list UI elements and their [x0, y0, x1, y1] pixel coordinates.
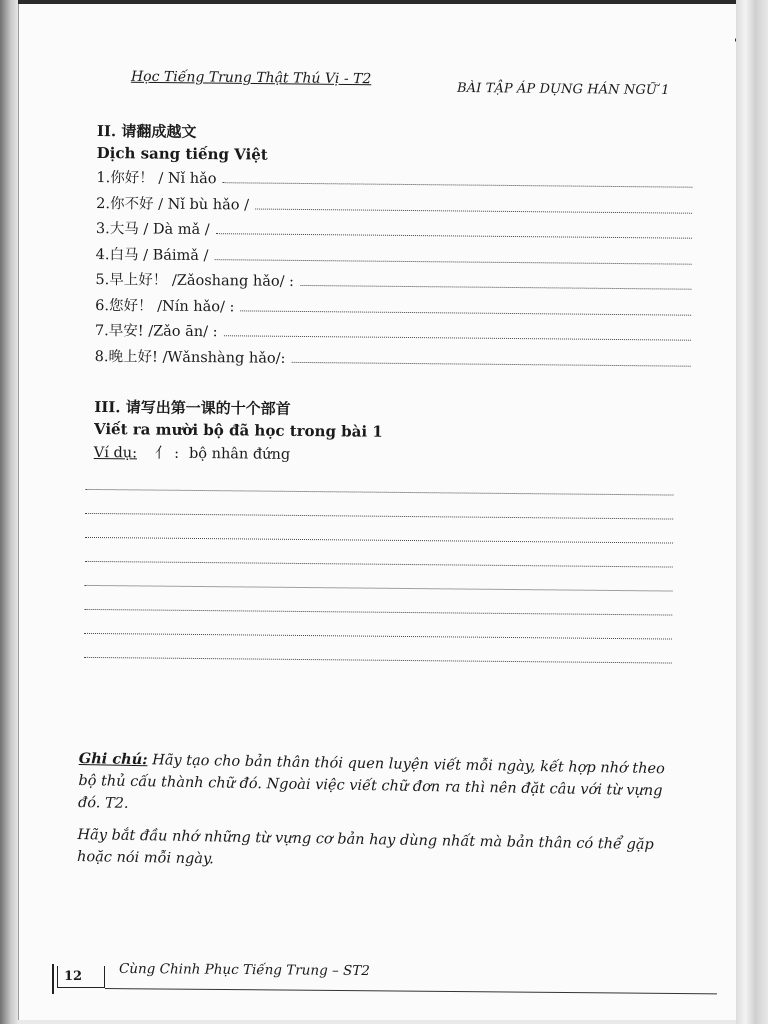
example-radical: 亻 :: [154, 445, 180, 462]
example-row: [94, 442, 690, 470]
exercise-prompt: 2.你不好 / Nǐ bù hǎo /: [96, 195, 250, 213]
note-label: Ghi chú:: [78, 749, 148, 769]
answer-dotted-line: [224, 321, 692, 340]
page-content: [92, 120, 693, 664]
example-label: Ví dụ:: [93, 444, 138, 462]
answer-dotted-line: [240, 296, 691, 315]
exercise-prompt: 5.早上好！ /Zǎoshang hǎo/ :: [95, 271, 295, 290]
exercise-section-2: [95, 120, 693, 376]
section-2-subtitle: Dịch sang tiếng Việt: [96, 143, 268, 164]
running-footer-title: Cùng Chinh Phục Tiếng Trung – ST2: [118, 960, 370, 980]
exercise-section-3: [92, 396, 690, 664]
page-number-bracket: [52, 964, 54, 994]
exercise-prompt: 1.你好！ / Nǐ hǎo: [96, 169, 217, 188]
answer-dotted-line: [222, 168, 692, 188]
answer-dotted-line: [255, 194, 692, 213]
book-page: [18, 4, 737, 1020]
example-text: bộ nhân đứng: [188, 445, 291, 463]
section-3-title: III. 请写出第一课的十个部首: [94, 397, 291, 418]
running-header-right: BÀI TẬP ÁP DỤNG HÁN NGỮ 1: [456, 80, 670, 99]
exercise-prompt: 7.早安! /Zǎo ān/ :: [94, 322, 218, 341]
exercise-item: [95, 344, 691, 375]
footer-rule: [105, 988, 717, 994]
writing-lines: [84, 466, 674, 664]
answer-dotted-line: [300, 271, 692, 290]
exercise-prompt: 6.您好！ /Nín hǎo/ :: [95, 297, 235, 315]
writing-dotted-line: [84, 634, 672, 664]
note-paragraph-1: [78, 748, 679, 824]
page-number: 12: [57, 966, 105, 988]
note-text-1: Hãy tạo cho bản thân thói quen luyện viết mỗi ngày, kết hợp nhớ theo bộ thủ cấu thành chữ đó. Ngoài việc viết chữ đơn ra thì nên đặt câu với từ vựng đó. T2.: [77, 752, 665, 812]
note-block: [77, 748, 679, 888]
answer-dotted-line: [216, 219, 692, 239]
note-paragraph-2: Hãy bắt đầu nhớ những từ vựng cơ bản hay dùng nhất mà bản thân có thể gặp hoặc nói mỗi ngày.: [76, 826, 654, 868]
section-2-title: II. 请翻成越文: [96, 121, 197, 141]
running-header-left: Học Tiếng Trung Thật Thú Vị - T2: [130, 68, 372, 88]
exercise-prompt: 4.白马 / Báimǎ /: [95, 246, 209, 264]
answer-dotted-line: [214, 245, 691, 265]
page-stack-edge: [736, 0, 768, 1024]
section-3-subtitle: Viết ra mười bộ đã học trong bài 1: [93, 419, 383, 441]
exercise-prompt: 8.晚上好! /Wǎnshàng hǎo/:: [94, 348, 286, 367]
book-spine-shadow: [0, 0, 18, 1024]
answer-dotted-line: [291, 347, 690, 366]
translation-exercise-list: [95, 166, 693, 376]
exercise-prompt: 3.大马 / Dà mǎ /: [95, 220, 210, 239]
